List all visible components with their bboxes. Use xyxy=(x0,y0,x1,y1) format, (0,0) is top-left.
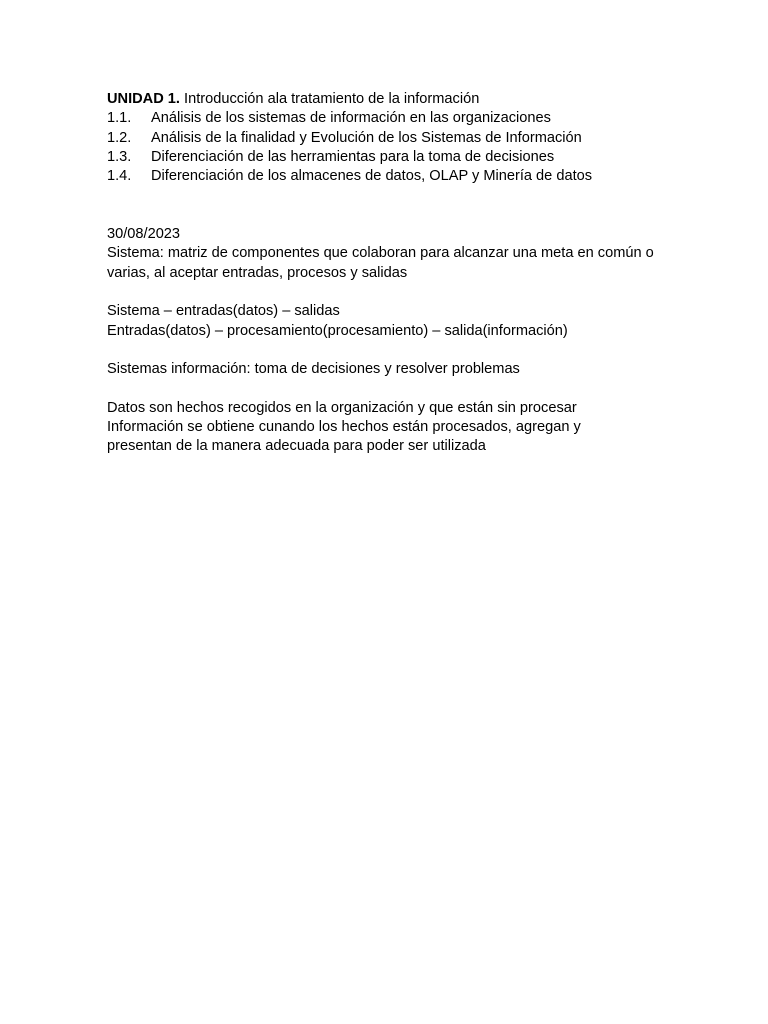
spacer xyxy=(107,341,667,360)
spacer xyxy=(107,186,667,225)
topic-text: Diferenciación de los almacenes de datos, OLAP y Minería de datos xyxy=(151,168,593,185)
note-date: 30/08/2023 xyxy=(107,226,181,243)
sistemas-informacion-note: Sistemas información: toma de decisiones y resolver problemas xyxy=(107,361,520,378)
flow-line-1: Sistema – entradas(datos) – salidas xyxy=(107,303,340,320)
document-body xyxy=(107,90,667,457)
topic-item xyxy=(107,167,667,186)
topic-item xyxy=(107,129,667,148)
spacer xyxy=(107,379,667,398)
datos-definition: Datos son hechos recogidos en la organización y que están sin procesar xyxy=(107,399,577,416)
topic-text: Análisis de la finalidad y Evolución de los Sistemas de Información xyxy=(151,129,582,146)
unit-heading xyxy=(107,90,667,109)
topic-number: 1.3. xyxy=(107,148,132,165)
topic-item xyxy=(107,148,667,167)
unit-title: Introducción ala tratamiento de la información xyxy=(179,91,480,107)
topic-number: 1.4. xyxy=(107,168,132,185)
sistema-definition: Sistema: matriz de componentes que colaboran para alcanzar una meta en común o varias, al aceptar entradas, procesos y salidas xyxy=(107,245,654,281)
topic-text: Diferenciación de las herramientas para la toma de decisiones xyxy=(151,148,555,165)
informacion-definition: Información se obtiene cunando los hechos están procesados, agregan y presentan de la manera adecuada para poder ser utilizada xyxy=(107,419,581,455)
topic-number: 1.1. xyxy=(107,110,132,127)
spacer xyxy=(107,283,667,302)
topic-text: Análisis de los sistemas de información en las organizaciones xyxy=(151,110,551,127)
flow-line-2: Entradas(datos) – procesamiento(procesamiento) – salida(información) xyxy=(107,322,568,339)
topic-number: 1.2. xyxy=(107,129,132,146)
topic-item xyxy=(107,109,667,128)
unit-label: UNIDAD 1. xyxy=(107,91,180,107)
